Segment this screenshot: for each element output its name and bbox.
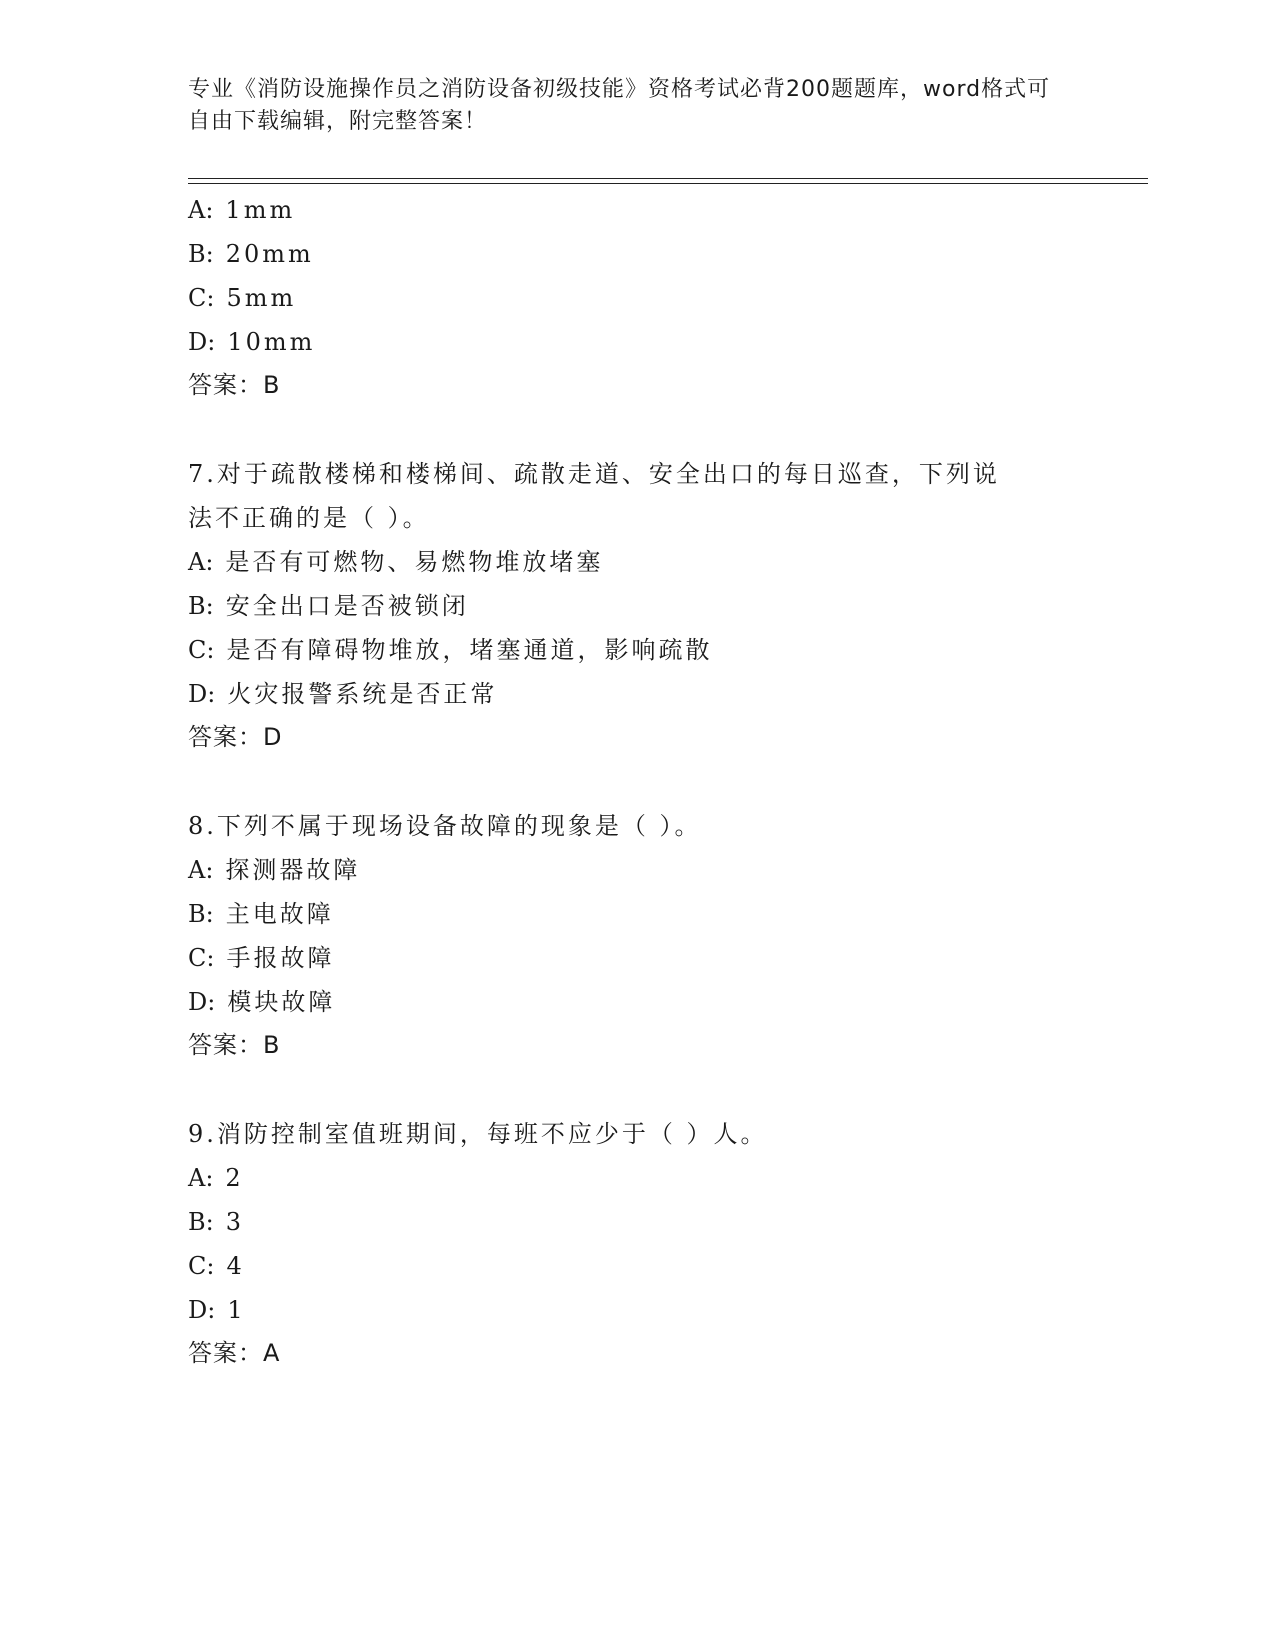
- q9-option-c: C: 4: [188, 1252, 245, 1280]
- q6-option-c: C: 5mm: [188, 284, 297, 312]
- document-header: 专业《消防设施操作员之消防设备初级技能》资格考试必背200题题库，word格式可自由下载编辑，附完整答案！: [188, 77, 1051, 134]
- q9-option-d: D: 1: [188, 1296, 246, 1324]
- q9-option-a: A: 2: [188, 1164, 244, 1192]
- q6-option-b: B: 20mm: [188, 240, 314, 268]
- q8-option-b: B: 主电故障: [188, 900, 334, 928]
- q9-answer: 答案：A: [188, 1339, 281, 1367]
- q9-stem-line1: 9.消防控制室值班期间，每班不应少于（ ）人。: [188, 1120, 768, 1148]
- q7-stem-line2: 法不正确的是（ ）。: [188, 504, 430, 532]
- q8-stem-line1: 8.下列不属于现场设备故障的现象是（ ）。: [188, 812, 702, 840]
- header-rule-bottom: [188, 183, 1148, 184]
- q6-option-a: A: 1mm: [188, 196, 296, 224]
- q8-option-d: D: 模块故障: [188, 988, 336, 1016]
- q8-option-c: C: 手报故障: [188, 944, 335, 972]
- header-rule-top: [188, 178, 1148, 179]
- q7-option-c: C: 是否有障碍物堆放，堵塞通道，影响疏散: [188, 636, 713, 664]
- q6-answer: 答案：B: [188, 371, 281, 399]
- q7-stem-line1: 7.对于疏散楼梯和楼梯间、疏散走道、安全出口的每日巡查，下列说: [188, 460, 1000, 488]
- q8-answer: 答案：B: [188, 1031, 281, 1059]
- q8-option-a: A: 探测器故障: [188, 856, 361, 884]
- q7-answer: 答案：D: [188, 723, 283, 751]
- q9-option-b: B: 3: [188, 1208, 245, 1236]
- q7-option-b: B: 安全出口是否被锁闭: [188, 592, 469, 620]
- q7-option-a: A: 是否有可燃物、易燃物堆放堵塞: [188, 548, 604, 576]
- q6-option-d: D: 10mm: [188, 328, 316, 356]
- q7-option-d: D: 火灾报警系统是否正常: [188, 680, 498, 708]
